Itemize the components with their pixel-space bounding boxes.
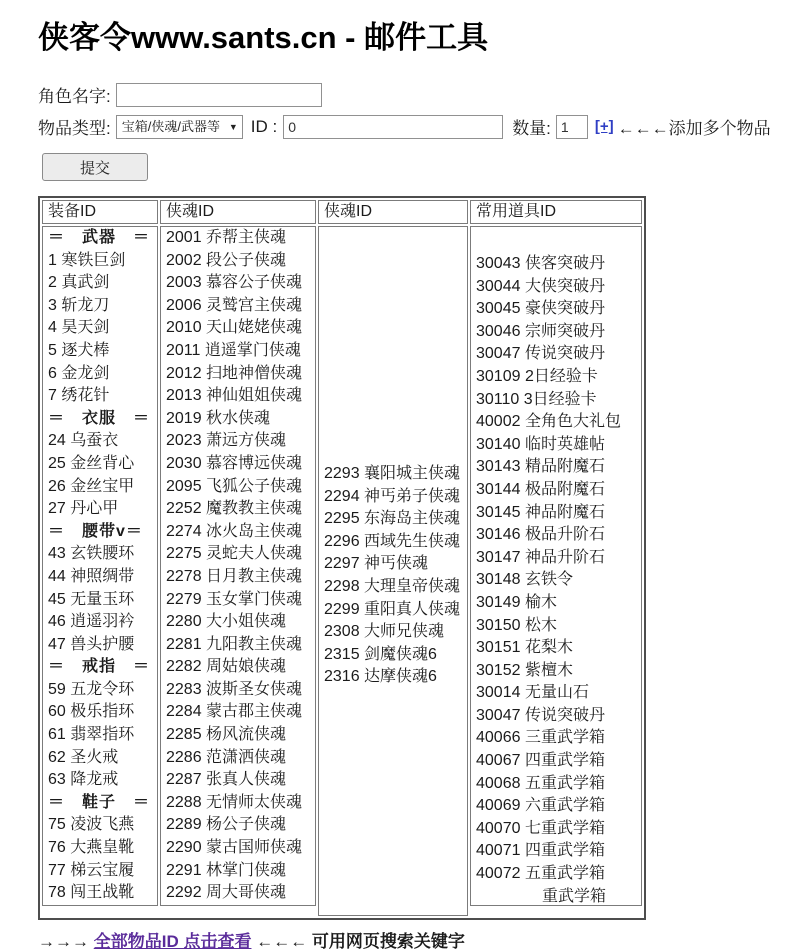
- list-item: 62 圣火戒: [48, 748, 119, 766]
- column-soul-id-2: [318, 200, 468, 916]
- list-item: 2298 大理皇帝侠魂: [324, 578, 461, 595]
- list-item: 46 逍遥羽衿: [48, 613, 135, 631]
- column-common-items-id: [470, 200, 642, 916]
- footer-note: [38, 927, 800, 952]
- list-item: 2294 神丐弟子侠魂: [324, 487, 461, 505]
- list-item: 2023 萧远方侠魂: [166, 432, 287, 450]
- list-item: 47 兽头护腰: [48, 635, 135, 653]
- list-item: 2252 魔教教主侠魂: [166, 500, 303, 518]
- list-item: 30148 玄铁令: [476, 571, 573, 589]
- character-name-row: [38, 82, 800, 107]
- list-item: ＝ 衣服 ＝: [48, 409, 151, 427]
- list-item: 30146 极品升阶石: [476, 526, 605, 544]
- list-item: 2287 张真人侠魂: [166, 771, 287, 789]
- column-body-soul-2: [318, 226, 468, 916]
- list-item: 2296 西域先生侠魂: [324, 532, 461, 550]
- list-item: 2286 范潇洒侠魂: [166, 748, 287, 766]
- footer-search-hint: 可用网页搜索关键字: [311, 932, 465, 951]
- list-item: 2299 重阳真人侠魂: [324, 600, 461, 618]
- column-body-common-items: [470, 226, 642, 906]
- list-item: 2308 大师兄侠魂: [324, 623, 445, 641]
- item-type-select-wrap: [116, 115, 243, 139]
- list-item: 30145 神品附魔石: [476, 503, 605, 521]
- column-soul-id-1: [160, 200, 316, 916]
- list-item: 40066 三重武学箱: [476, 729, 605, 747]
- overflow-list-item: 重武学箱: [542, 887, 607, 905]
- list-item: 75 凌波飞燕: [48, 816, 135, 834]
- list-item: 7 绣花针: [48, 387, 110, 405]
- list-item: 24 乌蚕衣: [48, 432, 119, 450]
- submit-button[interactable]: 提交: [42, 153, 148, 181]
- column-body-equipment: [42, 226, 158, 906]
- list-item: 5 逐犬棒: [48, 341, 110, 359]
- list-item: 30152 紫檀木: [476, 661, 573, 679]
- column-header-equipment: 装备ID: [42, 200, 158, 224]
- list-item: 77 梯云宝履: [48, 861, 135, 879]
- list-item: 30046 宗师突破丹: [476, 322, 605, 340]
- list-item: 40002 全角色大礼包: [476, 413, 621, 431]
- all-item-ids-link[interactable]: 全部物品ID 点击查看: [93, 932, 252, 951]
- list-item: 2003 慕容公子侠魂: [166, 274, 303, 292]
- item-id-table: [38, 196, 646, 920]
- list-item: 2291 林掌门侠魂: [166, 861, 287, 879]
- column-equipment-id: [42, 200, 158, 916]
- list-item: 30043 侠客突破丹: [476, 255, 605, 272]
- list-item: 2316 达摩侠魂6: [324, 668, 437, 686]
- list-item: 27 丹心甲: [48, 500, 119, 518]
- list-item: 2280 大小姐侠魂: [166, 613, 287, 631]
- column-header-common-items: 常用道具ID: [470, 200, 642, 224]
- item-type-label: 物品类型:: [38, 119, 111, 138]
- item-id-label: ID :: [250, 116, 278, 136]
- list-item: ＝ 武器 ＝: [48, 229, 151, 246]
- item-type-select[interactable]: [116, 115, 243, 139]
- list-item: 26 金丝宝甲: [48, 477, 135, 495]
- list-item: 2283 波斯圣女侠魂: [166, 680, 303, 698]
- list-item: 30147 神品升阶石: [476, 548, 605, 566]
- list-item: 2297 神丐侠魂: [324, 555, 429, 573]
- list-item: 30144 极品附魔石: [476, 480, 605, 498]
- list-item: 30150 松木: [476, 616, 557, 634]
- list-item: 30143 精品附魔石: [476, 458, 605, 476]
- list-item: 44 神照绸带: [48, 567, 135, 585]
- list-item: 2012 扫地神僧侠魂: [166, 364, 303, 382]
- list-item: 30045 豪侠突破丹: [476, 300, 605, 318]
- list-item: 40070 七重武学箱: [476, 819, 605, 837]
- list-item: 2278 日月教主侠魂: [166, 567, 303, 585]
- list-item: 2006 灵鹫宫主侠魂: [166, 296, 303, 314]
- list-item: 30047 传说突破丹: [476, 345, 605, 363]
- mail-form: [38, 82, 800, 181]
- character-name-label: 角色名字:: [38, 87, 111, 106]
- list-item: 2289 杨公子侠魂: [166, 816, 287, 834]
- list-item: 2295 东海岛主侠魂: [324, 510, 461, 528]
- column-header-soul-1: 侠魂ID: [160, 200, 316, 224]
- list-item: 2030 慕容博远侠魂: [166, 454, 303, 472]
- list-item: 2284 蒙古郡主侠魂: [166, 703, 303, 721]
- list-item: 2282 周姑娘侠魂: [166, 658, 287, 676]
- list-item: 2013 神仙姐姐侠魂: [166, 387, 303, 405]
- list-item: 2290 蒙古国师侠魂: [166, 839, 303, 857]
- list-item: 30044 大侠突破丹: [476, 277, 605, 295]
- list-item: 40068 五重武学箱: [476, 774, 605, 792]
- list-item: 60 极乐指环: [48, 703, 135, 721]
- list-item: 2293 襄阳城主侠魂: [324, 465, 461, 483]
- list-item: 30109 2日经验卡: [476, 367, 598, 385]
- list-item: 2019 秋水侠魂: [166, 409, 271, 427]
- list-item: 2 真武剑: [48, 274, 110, 292]
- list-item: 40067 四重武学箱: [476, 752, 605, 770]
- list-item: 30014 无量山石: [476, 684, 589, 702]
- list-item: ＝ 戒指 ＝: [48, 658, 151, 676]
- list-item: 2288 无情师太侠魂: [166, 793, 303, 811]
- list-item: 2279 玉女掌门侠魂: [166, 590, 303, 608]
- list-item: 1 寒铁巨剑: [48, 251, 126, 269]
- add-item-link[interactable]: [+]: [594, 118, 614, 135]
- list-item: 2002 段公子侠魂: [166, 251, 287, 269]
- list-item: 30047 传说突破丹: [476, 706, 605, 724]
- list-item: 59 五龙令环: [48, 680, 135, 698]
- list-item: 2011 逍遥掌门侠魂: [166, 341, 301, 359]
- list-item: 61 翡翠指环: [48, 726, 135, 744]
- list-item: 2095 飞狐公子侠魂: [166, 477, 303, 495]
- list-item: 4 昊天剑: [48, 319, 110, 337]
- list-item: 6 金龙剑: [48, 364, 110, 382]
- list-item: 2292 周大哥侠魂: [166, 884, 287, 902]
- footer-arrows-right: →→→: [38, 932, 94, 951]
- list-item: ＝ 腰带v＝: [48, 522, 143, 540]
- quantity-input[interactable]: [556, 115, 588, 139]
- list-item: 30149 榆木: [476, 593, 557, 611]
- footer-arrows-left: ←←←: [251, 932, 312, 951]
- item-id-input[interactable]: [283, 115, 503, 139]
- list-item: 2281 九阳教主侠魂: [166, 635, 303, 653]
- list-item: 2001 乔帮主侠魂: [166, 229, 287, 246]
- list-item: 63 降龙戒: [48, 771, 119, 789]
- list-item: 30110 3日经验卡: [476, 390, 597, 408]
- item-entry-row: [38, 114, 800, 139]
- list-item: 30151 花梨木: [476, 639, 573, 657]
- chevron-down-icon: ▼: [228, 121, 238, 132]
- column-body-soul-1: [160, 226, 316, 906]
- list-item: ＝ 鞋子 ＝: [48, 793, 151, 811]
- list-item: 2010 天山姥姥侠魂: [166, 319, 303, 337]
- character-name-input[interactable]: [116, 83, 322, 107]
- quantity-label: 数量:: [512, 119, 551, 138]
- list-item: 43 玄铁腰环: [48, 545, 135, 563]
- column-header-soul-2: 侠魂ID: [318, 200, 468, 224]
- list-item: 2274 冰火岛主侠魂: [166, 522, 303, 540]
- page-title: 侠客令www.sants.cn - 邮件工具: [38, 20, 489, 55]
- list-item: 76 大燕皇靴: [48, 839, 135, 857]
- list-item: 30140 临时英雄帖: [476, 435, 605, 453]
- add-multiple-hint: ←←←添加多个物品: [617, 119, 771, 138]
- list-item: 3 斩龙刀: [48, 296, 110, 314]
- list-item: 40072 五重武学箱: [476, 865, 605, 883]
- list-item: 25 金丝背心: [48, 454, 135, 472]
- list-item: 2275 灵蛇夫人侠魂: [166, 545, 303, 563]
- list-item: 78 闯王战靴: [48, 884, 135, 902]
- list-item: 2285 杨风流侠魂: [166, 726, 287, 744]
- list-item: 40071 四重武学箱: [476, 842, 605, 860]
- list-item: 2315 剑魔侠魂6: [324, 645, 437, 663]
- list-item: 45 无量玉环: [48, 590, 135, 608]
- list-item: 40069 六重武学箱: [476, 797, 605, 815]
